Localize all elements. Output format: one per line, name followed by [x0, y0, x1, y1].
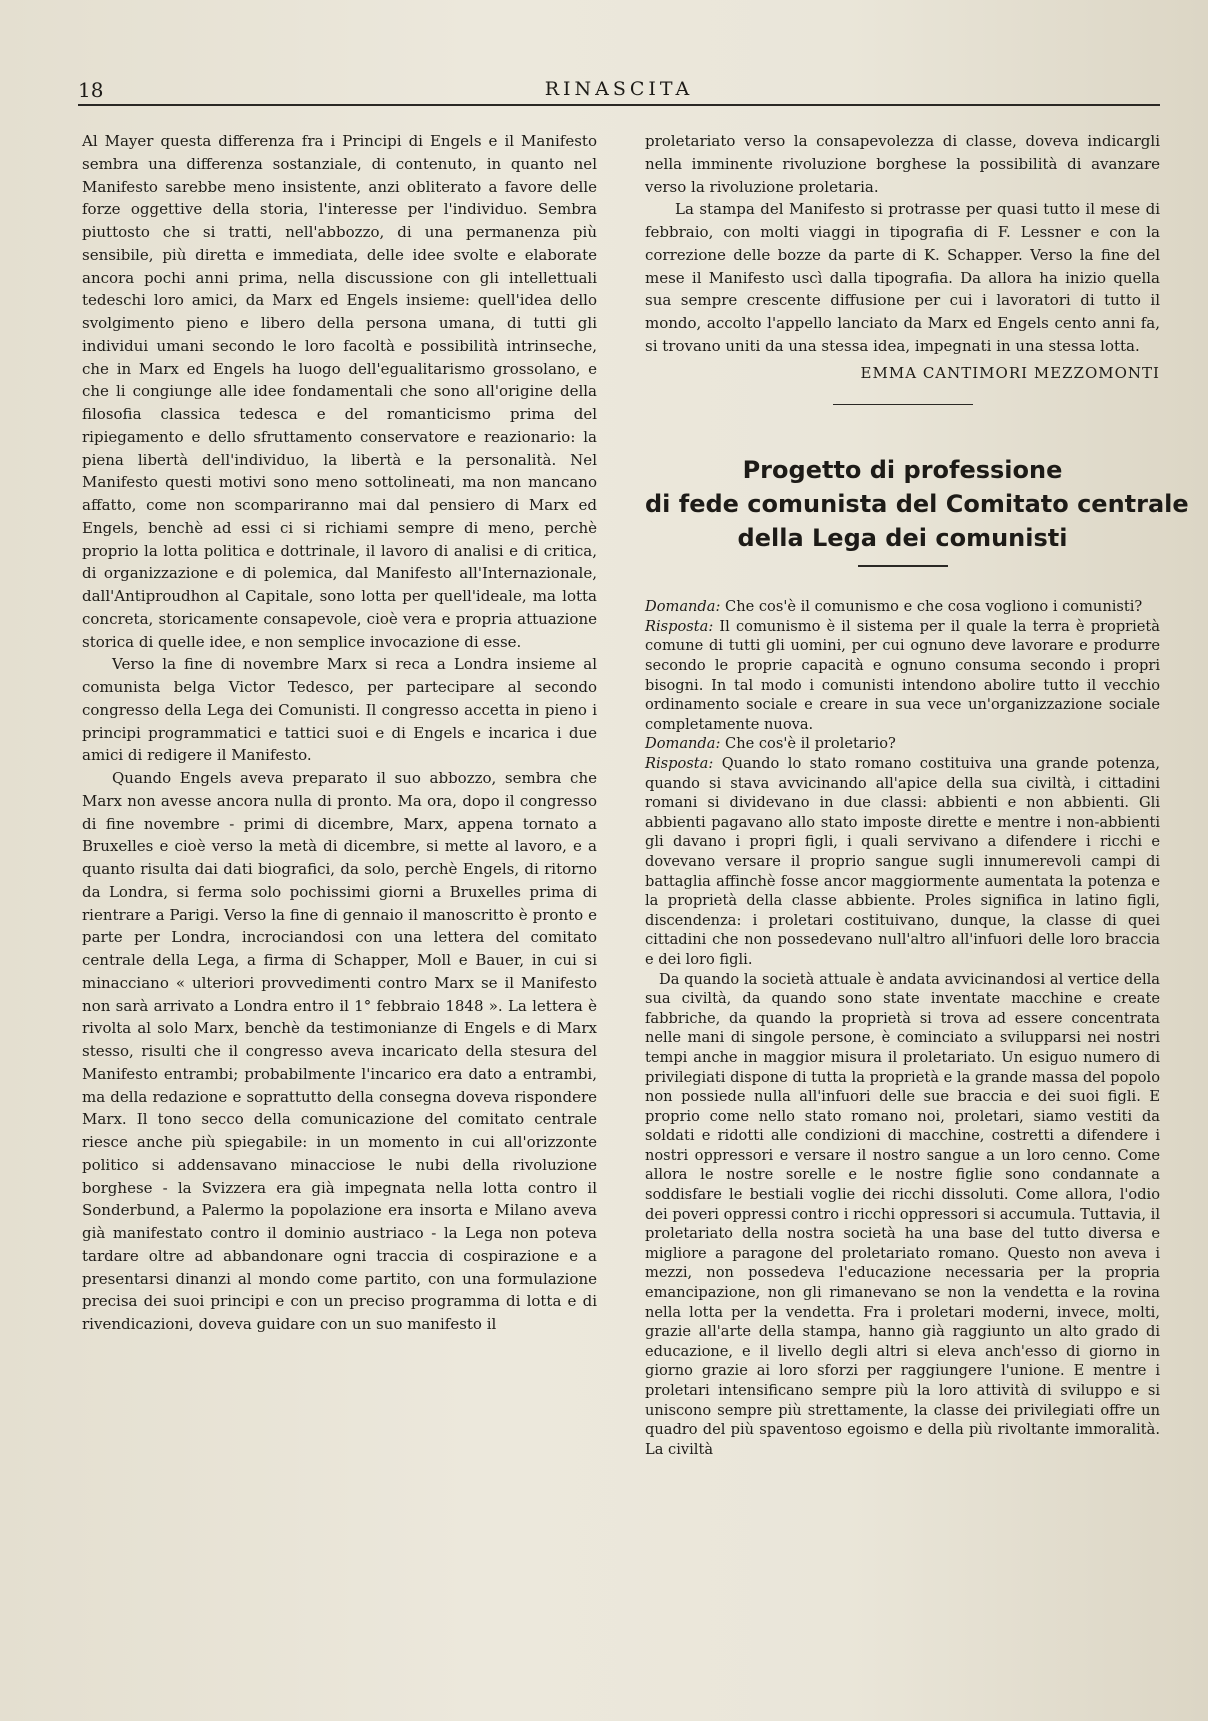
- qa-text: Il comunismo è il sistema per il quale la terra è proprietà comune di tutti gli uomini, per cui ognuno deve lavorare e produrre secondo le proprie capacità e ognuno consuma secondo i propri bisogni. In tal modo i comunisti intendono abolire tutto il vecchio ordinamento sociale e creare in sua vece un'organizzazione sociale completamente nuova.: [645, 617, 1161, 733]
- qa-entry: [645, 734, 1160, 754]
- qa-text: Da quando la società attuale è andata avvicinandosi al vertice della sua civiltà, da quando sono state inventate macchine e create fabbriche, da quando la proprietà si trova ad essere concentrata nelle mani di singole persone, è cominciato a svilupparsi nei nostri tempi anche in maggior misura il proletariato. Un esiguo numero di privilegiati dispone di tutta la proprietà e la grande massa del popolo non possiede nulla all'infuori delle sue braccia e dei suoi figli. E proprio come nello stato romano noi, proletari, siamo vestiti da soldati e ridotti alle condizioni di macchine, costretti a difendere i nostri oppressori e versare il nostro sangue a un loro cenno. Come allora le nostre sorelle e le nostre figlie sono condannate a soddisfare le bestiali voglie dei ricchi dissoluti. Come allora, l'odio dei poveri oppressi contro i ricchi oppressori si accumula. Tuttavia, il proletariato della nostra società ha una base del tutto diversa e migliore a paragone del proletariato romano. Questo non aveva i mezzi, non possedeva l'educazione necessaria per la propria emancipazione, non gli rimanevano se non la vendetta e la rovina nella lotta per la vendetta. Fra i proletari moderni, invece, molti, grazie all'arte della stampa, hanno già raggiunto un alto grado di educazione, e il livello degli altri si eleva anch'esso di giorno in giorno grazie ai loro sforzi per raggiungere l'unione. E mentre i proletari intensificano sempre più la loro attività di sviluppo e si uniscono sempre più strettamente, la classe dei privilegiati offre un quadro del più spaventoso egoismo e della più rivoltante immoralità. La civiltà: [645, 970, 1160, 1458]
- section-title: [645, 453, 1189, 555]
- section-title-line: di fede comunista del Comitato centrale: [645, 490, 1189, 519]
- qa-label: Domanda:: [645, 598, 721, 616]
- section-title-line: Progetto di professione: [742, 456, 1063, 485]
- qa-entry: [645, 617, 1160, 735]
- article-paragraph: Al Mayer questa differenza fra i Principi di Engels e il Manifesto sembra una differenza sostanziale, di contenuto, in quanto nel Manifesto sarebbe meno insistente, anzi obliterato a favore delle forze oggettive della storia, l'interesse per l'individuo. Sembra piuttosto che si tratti, nell'abbozzo, di una permanenza più sensibile, più diretta e immediata, delle idee svolte e elaborate ancora pochi anni prima, nella discussione con gli intellettuali tedeschi loro amici, da Marx ed Engels insieme: quell'idea dello svolgimento pieno e libero della persona umana, di tutti gli individui umani secondo le loro facoltà e possibilità intrinseche, che in Marx ed Engels ha luogo dell'egualitarismo grossolano, e che li congiunge alle idee fondamentali che sono all'origine della filosofia classica tedesca e del romanticismo prima del ripiegamento e dello sfruttamento conservatore e reazionario: la piena libertà dell'individuo, la libertà e la personalità. Nel Manifesto questi motivi sono meno sottolineati, ma non mancano affatto, come non scompariranno mai dal pensiero di Marx ed Engels, benchè ad essi ci si richiami sempre di meno, perchè proprio la lotta politica e dottrinale, il lavoro di analisi e di critica, di organizzazione e di polemica, dal Manifesto all'Internazionale, dall'Antiproudhon al Capitale, sono lotta per quell'ideale, ma lotta concreta, storicamente consapevole, cioè vera e propria attuazione storica di quelle idee, e non semplice invocazione di esse.: [82, 132, 597, 651]
- running-title: RINASCITA: [544, 78, 694, 100]
- qa-entry: [645, 597, 1160, 617]
- article-paragraph: Quando Engels aveva preparato il suo abbozzo, sembra che Marx non avesse ancora nulla di pronto. Ma ora, dopo il congresso di fine novembre - primi di dicembre, Marx, appena tornato a Bruxelles e cioè verso la metà di dicembre, si mette al lavoro, e a quanto risulta dai dati biografici, da solo, perchè Engels, di ritorno da Londra, si ferma solo pochissimi giorni a Bruxelles prima di rientrare a Parigi. Verso la fine di gennaio il manoscritto è pronto e parte per Londra, incrociandosi con una lettera del comitato centrale della Lega, a firma di Schapper, Moll e Bauer, in cui si minacciano « ulteriori provvedimenti contro Marx se il Manifesto non sarà arrivato a Londra entro il 1° febbraio 1848 ». La lettera è rivolta al solo Marx, benchè da testimonianze di Engels e di Marx stesso, risulti che il congresso aveva incaricato della stesura del Manifesto entrambi; probabilmente l'incarico era dato a entrambi, ma della redazione e soprattutto della consegna doveva rispondere Marx. Il tono secco della comunicazione del comitato centrale riesce anche più spiegabile: in un momento in cui all'orizzonte politico si addensavano minacciose le nubi della rivoluzione borghese - la Svizzera era già impegnata nella lotta contro il Sonderbund, a Palermo la popolazione era insorta e Milano aveva già manifestato contro il dominio austriaco - la Lega non poteva tardare oltre ad abbandonare ogni traccia di cospirazione e a presentarsi dinanzi al mondo come partito, con una formulazione precisa dei suoi principi e con un preciso programma di lotta e di rivendicazioni, doveva guidare con un suo manifesto il: [82, 769, 597, 1333]
- qa-label: Domanda:: [645, 735, 721, 753]
- header-divider: [78, 104, 1160, 106]
- left-column: [82, 130, 597, 1336]
- section-divider: [833, 404, 973, 405]
- section-title-line: della Lega dei comunisti: [737, 524, 1068, 553]
- article-paragraph: proletariato verso la consapevolezza di classe, doveva indicargli nella imminente rivoluzione borghese la possibilità di avanzare verso la rivoluzione proletaria.: [645, 132, 1160, 196]
- right-column: [645, 130, 1189, 1459]
- page-number: 18: [78, 78, 104, 102]
- qa-label: Risposta:: [645, 755, 714, 772]
- article-paragraph: La stampa del Manifesto si protrasse per quasi tutto il mese di febbraio, con molti viaggi in tipografia di F. Lessner e con la correzione delle bozze da parte di K. Schapper. Verso la fine del mese il Manifesto uscì dalla tipografia. Da allora ha inizio quella sua sempre crescente diffusione per cui i lavoratori di tutto il mondo, accolto l'appello lanciato da Marx ed Engels cento anni fa, si trovano uniti da una stessa idea, impegnati in una stessa lotta.: [645, 200, 1160, 355]
- author-signature: EMMA CANTIMORI MEZZOMONTI: [860, 363, 1160, 382]
- qa-entry: [645, 970, 1160, 1460]
- title-divider: [858, 565, 948, 567]
- qa-text: Che cos'è il proletario?: [725, 735, 896, 753]
- qa-label: Risposta:: [645, 617, 714, 635]
- qa-text: Quando lo stato romano costituiva una grande potenza, quando si stava avvicinando all'apice della sua civiltà, i cittadini romani si dividevano in due classi: abbienti e non abbienti. Gli abbienti pagavano allo stato imposte dirette e mentre i non-abbienti gli davano i propri figli, i quali servivano a difendere i ricchi e dovevano versare il proprio sangue sugli innumerevoli campi di battaglia affinchè fosse ancor maggiormente aumentata la potenza e la proprietà della classe abbiente. Proles significa in latino figli, discendenza: i proletari costituivano, dunque, la classe di quei cittadini che non possedevano null'altro all'infuori delle loro braccia e dei loro figli.: [645, 755, 1160, 968]
- qa-text: Che cos'è il comunismo e che cosa vogliono i comunisti?: [725, 598, 1143, 616]
- qa-entry: [645, 754, 1160, 970]
- qa-section: [645, 597, 1160, 1459]
- article-paragraph: Verso la fine di novembre Marx si reca a Londra insieme al comunista belga Victor Tedesco, per partecipare al secondo congresso della Lega dei Comunisti. Il congresso accetta in pieno i principi programmatici e tattici suoi e di Engels e incarica i due amici di redigere il Manifesto.: [82, 655, 597, 765]
